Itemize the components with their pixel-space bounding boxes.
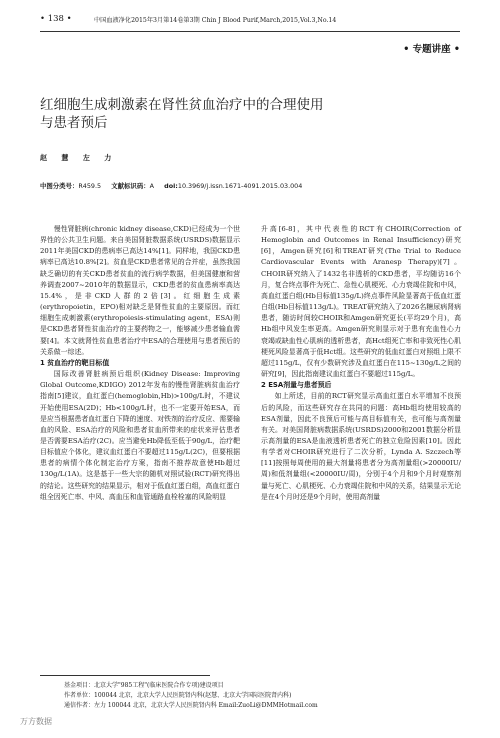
left-column [40,224,240,503]
doi-value: 10.3969/j.issn.1671-4091.2015.03.004 [177,182,303,190]
clc-value: R459.5 [78,182,102,190]
article-meta [40,181,302,190]
section-2-paragraph: 如上所述，目前的RCT研究显示高血红蛋白水平增加不良预后的风险，而这些研究存在共同的问题：高Hb组均使用较高的ESA剂量，因此不良预后可能与高目标值有关，也可能与高剂量有关。对美国肾脏病数据系统(USRDS)2000和2001数据分析显示高剂量的ESA是血液透析患者死亡的独立危险因素[10]。因此有学者对CHOIR研究进行了二次分析，Lynda A. Szczech等[11]按照每周使用的最大剂量将患者分为高剂量组(>20000IU/周)和低剂量组(<20000IU/周)，分别于4个月和9个月时观察剂量与死亡、心肌梗死、心力衰竭住院和中风的关系，结果显示无论是在4个月时还是9个月时，使用高剂量 [261,392,461,501]
page-number: • 138 • [40,14,72,24]
article-title [40,96,370,132]
header-rule [40,31,460,32]
section-1-heading: 1 贫血治疗的靶目标值 [40,358,110,367]
journal-citation: 中国血液净化2015年3月第14卷第3期 Chin J Blood Purif,March,2015,Vol.3,No.14 [94,17,337,24]
title-line-2: 与患者预后 [40,115,108,131]
section-2-heading: 2 ESA剂量与患者预后 [261,381,332,390]
continued-paragraph: 升高[6-8]，其中代表性的RCT有CHOIR(Correction of Hemoglobin and Outcomes in Renal Insufficiency)研究[6]，Amgen研究[6]和TREAT研究(The Trial to Reduce Cardiovascular Events with Aranesp Therapy)[7]。CHOIR研究纳入了1432名非透析的CKD患者，平均随访16个月，复合终点事件为死亡、急性心肌梗死、心力衰竭住院和中风，高血红蛋白组(Hb目标值135g/L)终点事件风险显著高于低血红蛋白组(Hb目标值113g/L)。TREAT研究纳入了2026名糖尿病肾病患者，随访时间较CHOIR和Amgen研究更长(平均29个月)，高Hb组中风发生率更高。Amgen研究则显示对于患有充血性心力衰竭或缺血性心肌病的透析患者，高Hct组死亡率和非致死性心肌梗死风险显著高于低Hct组。这些研究的低血红蛋白对照组上限不超过115g/L，仅有少数研究涉及血红蛋白在115~130g/L之间的研究[9]，因此指南建议血红蛋白不要超过115g/L。 [261,225,461,379]
intro-paragraph: 慢性肾脏病(chronic kidney disease,CKD)已经成为一个世界性的公共卫生问题。来自美国肾脏数据系统(USRDS)数据显示2011年美国CKD的患病率已高达14%[1]。同样地，我国CKD患病率已高达10.8%[2]。贫血是CKD患者常见的合并症，虽然我国缺乏确切的有关CKD患者贫血的流行病学数据，但美国健康和营养调查2007~2010年的数据显示，CKD患者的贫血患病率高达15.4%，是非CKD人群的2倍[3]。红细胞生成素(erythropoietin，EPO)相对缺乏是肾性贫血的主要原因。而红细胞生成刺激素(erythropoiesis-stimulating agent，ESA)则是CKD患者肾性贫血治疗的主要药物之一，能够减少患者输血需要[4]。本文就肾性贫血患者治疗中ESA的合理使用与患者预后的关系做一综述。 [40,225,240,356]
footnotes [40,681,460,711]
authors: 赵 慧 左 力 [40,153,118,162]
clc-label: 中图分类号： [40,182,79,190]
fund-note: 基金项目：北京大学"985工程"(临床医院合作专项)建设项目 [64,682,224,689]
title-line-1: 红细胞生成刺激素在肾性贫血治疗中的合理使用 [40,97,324,113]
section-1-paragraph: 国际改善肾脏病预后组织(Kidney Disease: Improving Global Outcome,KDIGO) 2012年发布的慢性肾脏病贫血治疗指南[5]建议，血红蛋白(hemoglobin,Hb)>100g/L时，不建议开始使用ESA(2D)；Hb<100g/L时，也不一定要开始ESA，而是应当根据患者血红蛋白下降的速度、对铁剂的治疗反应、需要输血的风险、ESA治疗的风险和患者贫血所带来的症状来评估患者是否需要ESA治疗(2C)。应当避免Hb降低至低于90g/L，治疗靶目标值应个体化，建议血红蛋白不要超过115g/L(2C)，但要根据患者的病情个体化制定治疗方案，指南不推荐故意使Hb超过130g/L(1A)。这是基于一些大宗的随机对照试验(RCT)研究得出的结论。这些研究的结果显示，相对于低血红蛋白组，高血红蛋白组全因死亡率、中风、高血压和血管通路血栓栓塞的风险明显 [40,370,240,501]
affiliation-note: 作者单位：100044 北京，北京大学人民医院肾内科(赵慧、北京大学国际医院肾内科) [64,692,292,699]
right-column [261,224,461,503]
doi-label: doi: [164,182,178,190]
watermark: 万方数据 [20,717,52,726]
doc-label: 文献标识码： [111,182,150,190]
section-tag: • 专题讲座 • [403,44,460,55]
doc-value: A [149,182,154,190]
footnote-rule [40,675,210,676]
running-header [40,14,460,28]
correspondence-note: 通信作者：左力 100044 北京，北京大学人民医院肾内科 Email:ZuoLi@DMMHotmail.com [64,702,318,709]
